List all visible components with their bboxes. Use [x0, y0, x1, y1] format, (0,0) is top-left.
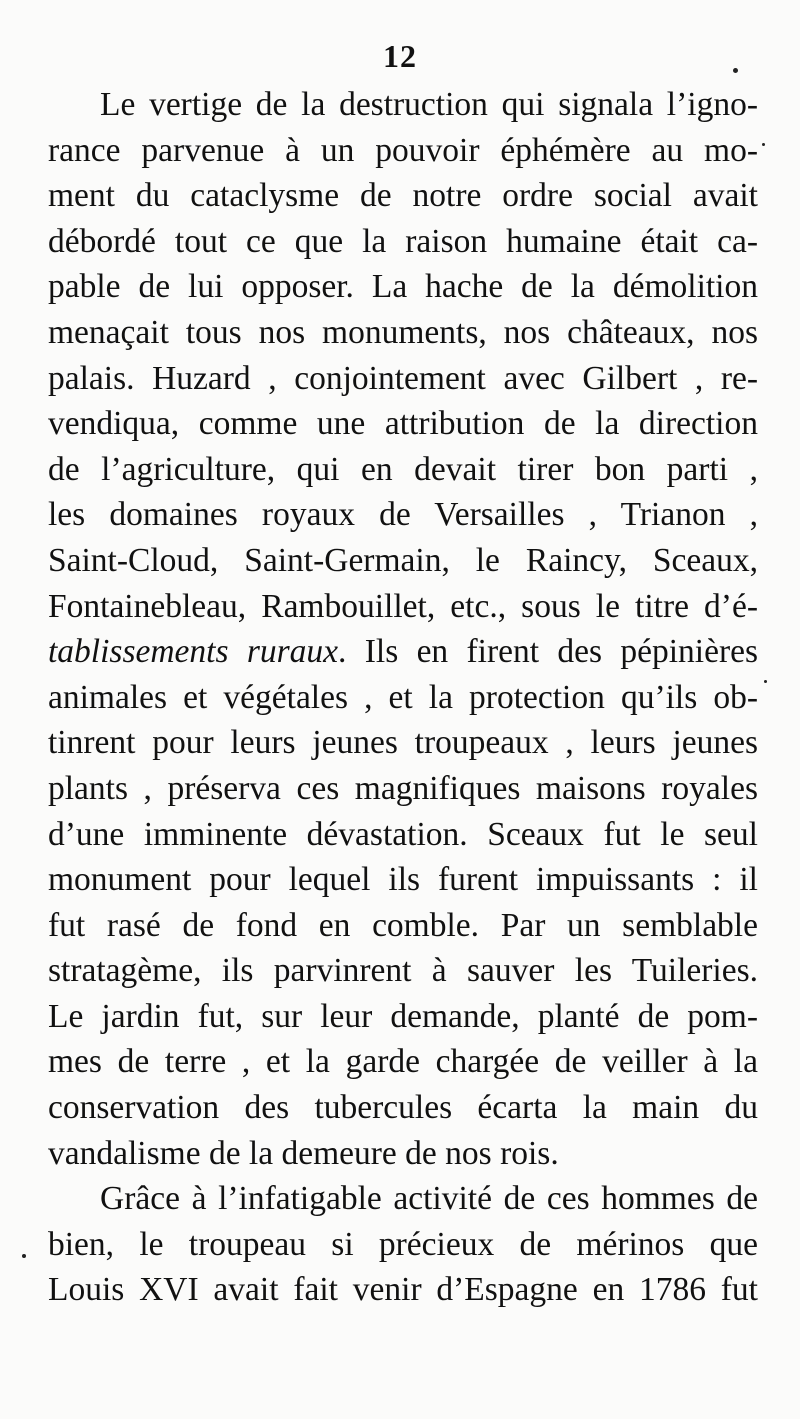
text-line: Fontainebleau, Rambouillet, etc., sous le titre d’é-	[48, 587, 758, 625]
text-line: stratagème, ils parvinrent à sauver les Tuileries.	[48, 952, 758, 990]
text-line: débordé tout ce que la raison humaine était ca-	[48, 222, 758, 260]
text-line: mes de terre , et la garde chargée de veiller à la	[48, 1043, 758, 1081]
text-line: Le vertige de la destruction qui signala l’igno-	[100, 86, 758, 123]
text-line: Grâce à l’infatigable activité de ces hommes de	[100, 1180, 758, 1218]
text-line: palais. Huzard , conjointement avec Gilbert , re-	[48, 359, 758, 397]
text-line: vendiqua, comme une attribution de la direction	[48, 405, 758, 443]
text-line: Le jardin fut, sur leur demande, planté de pom-	[48, 997, 758, 1035]
text-line: ment du cataclysme de notre ordre social avait	[48, 177, 758, 215]
text-line: de l’agriculture, qui en devait tirer bon parti ,	[48, 450, 758, 488]
print-speck	[762, 143, 765, 146]
text-line: plants , préserva ces magnifiques maisons royales	[48, 769, 758, 807]
text-line-italic-start	[48, 629, 758, 675]
body-text	[48, 82, 758, 1313]
text-line: conservation des tubercules écarta la main du	[48, 1089, 758, 1127]
text-line: Louis XVI avait fait venir d’Espagne en 1786 fut	[48, 1271, 758, 1309]
text-line: vandalisme de la demeure de nos rois.	[48, 1134, 559, 1172]
print-speck	[733, 68, 738, 73]
text-line: tinrent pour leurs jeunes troupeaux , leurs jeunes	[48, 724, 758, 762]
print-speck	[22, 1254, 26, 1258]
text-line: monument pour lequel ils furent impuissants : il	[48, 861, 758, 899]
text-line: fut rasé de fond en comble. Par un semblable	[48, 906, 758, 944]
text-line: Saint-Cloud, Saint-Germain, le Raincy, Sceaux,	[48, 541, 758, 579]
text-line: menaçait tous nos monuments, nos châteaux, nos	[48, 313, 758, 351]
text-line: bien, le troupeau si précieux de mérinos que	[48, 1225, 758, 1263]
text-line: les domaines royaux de Versailles , Trianon ,	[48, 496, 758, 534]
page-number: 12	[383, 38, 417, 74]
text-line: rance parvenue à un pouvoir éphémère au mo-	[48, 131, 758, 169]
text-line-rest: . Ils en firent des pépinières	[338, 633, 759, 671]
text-line: animales et végétales , et la protection qu’ils ob-	[48, 678, 758, 716]
text-line: pable de lui opposer. La hache de la démolition	[48, 268, 758, 306]
paragraph-1	[48, 82, 758, 1176]
italic-phrase: tablissements ruraux	[48, 633, 339, 671]
print-speck	[764, 680, 767, 683]
text-line: d’une imminente dévastation. Sceaux fut le seul	[48, 815, 758, 853]
paragraph-2	[48, 1176, 758, 1313]
